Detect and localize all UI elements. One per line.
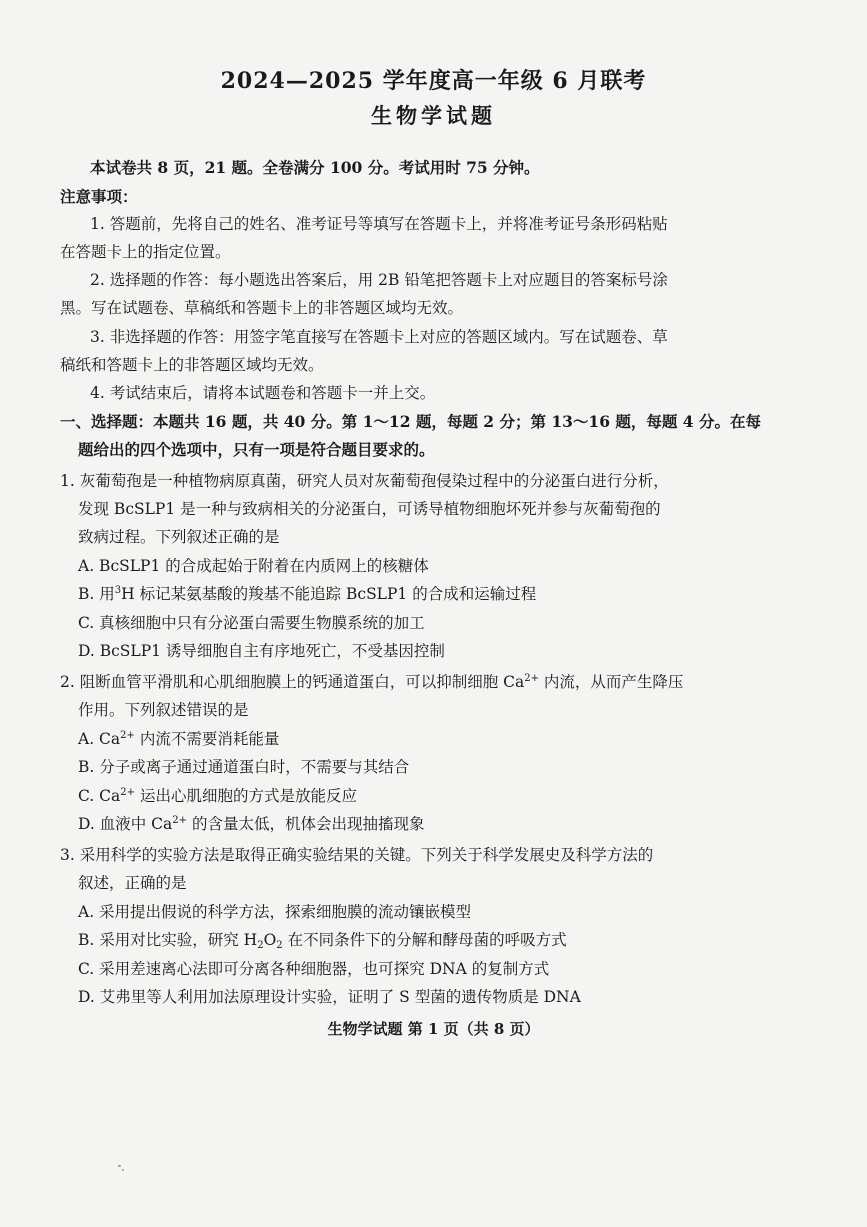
- notice-item-1-cont: 在答题卡上的指定位置。: [60, 243, 231, 261]
- q2-option-b: B. 分子或离子通过通道蛋白时，不需要与其结合: [78, 758, 410, 776]
- exam-subject: 生物学试题: [371, 103, 496, 128]
- page-footer: 生物学试题 第 1 页（共 8 页）: [327, 1020, 540, 1038]
- q3-option-a: A. 采用提出假说的科学方法，探索细胞膜的流动镶嵌模型: [78, 903, 472, 921]
- notice-item-3-cont: 稿纸和答题卡上的非答题区域均无效。: [60, 356, 324, 374]
- q3-option-c: C. 采用差速离心法即可分离各种细胞器，也可探究 DNA 的复制方式: [78, 960, 550, 978]
- section-1-heading: 一、选择题：本题共 16 题，共 40 分。第 1～12 题，每题 2 分；第 13～16 题，每题 4 分。在每: [60, 412, 761, 431]
- q1-stem-cont-2: 致病过程。下列叙述正确的是: [78, 528, 280, 546]
- notice-item-1: 1. 答题前，先将自己的姓名、准考证号等填写在答题卡上，并将准考证号条形码粘贴: [90, 215, 668, 233]
- q3-stem-cont: 叙述，正确的是: [78, 874, 187, 892]
- notice-heading: 注意事项：: [60, 187, 138, 206]
- q3-option-b: B. 采用对比实验，研究 $H_2O_2$ 在不同条件下的分解和酵母菌的呼吸方式: [78, 931, 567, 951]
- q1-option-a: A. BcSLP1 的合成起始于附着在内质网上的核糖体: [78, 557, 429, 575]
- section-1-heading-cont: 题给出的四个选项中，只有一项是符合题目要求的。: [78, 440, 435, 459]
- q1-option-b: B. 用$^3$H 标记某氨基酸的羧基不能追踪 BcSLP1 的合成和运输过程: [78, 585, 537, 603]
- scan-speck: [122, 1169, 124, 1171]
- q2-stem-cont: 作用。下列叙述错误的是: [78, 701, 249, 719]
- q2-option-d: D. 血液中 $Ca^{2+}$ 的含量太低，机体会出现抽搐现象: [78, 815, 425, 833]
- notice-item-3: 3. 非选择题的作答：用签字笔直接写在答题卡上对应的答题区域内。写在试题卷、草: [90, 328, 668, 346]
- notice-item-2: 2. 选择题的作答：每小题选出答案后，用 2B 铅笔把答题卡上对应题目的答案标号涂: [90, 271, 668, 289]
- notice-item-2-cont: 黑。写在试题卷、草稿纸和答题卡上的非答题区域均无效。: [60, 299, 464, 317]
- exam-title: 2024—2025 学年度高一年级 6 月联考: [220, 68, 647, 94]
- q3-option-d: D. 艾弗里等人利用加法原理设计实验，证明了 S 型菌的遗传物质是 DNA: [78, 988, 581, 1006]
- q1-option-d: D. BcSLP1 诱导细胞自主有序地死亡，不受基因控制: [78, 642, 445, 660]
- q2-option-a: A. $Ca^{2+}$ 内流不需要消耗能量: [78, 730, 280, 748]
- q1-stem-cont: 发现 BcSLP1 是一种与致病相关的分泌蛋白，可诱导植物细胞坏死并参与灰葡萄孢的: [78, 500, 661, 518]
- q2-option-c: C. $Ca^{2+}$ 运出心肌细胞的方式是放能反应: [78, 787, 357, 805]
- q1-stem: 1. 灰葡萄孢是一种植物病原真菌，研究人员对灰葡萄孢侵染过程中的分泌蛋白进行分析，: [60, 472, 669, 490]
- scan-speck: [118, 1165, 121, 1167]
- q2-stem: 2. 阻断血管平滑肌和心肌细胞膜上的钙通道蛋白，可以抑制细胞 $Ca^{2+}$ 内流，从而产生降压: [60, 673, 684, 691]
- notice-item-4: 4. 考试结束后，请将本试题卷和答题卡一并上交。: [90, 384, 436, 402]
- q1-option-c: C. 真核细胞中只有分泌蛋白需要生物膜系统的加工: [78, 614, 425, 632]
- exam-intro: 本试卷共 8 页，21 题。全卷满分 100 分。考试用时 75 分钟。: [90, 158, 540, 177]
- q3-stem: 3. 采用科学的实验方法是取得正确实验结果的关键。下列关于科学发展史及科学方法的: [60, 846, 654, 864]
